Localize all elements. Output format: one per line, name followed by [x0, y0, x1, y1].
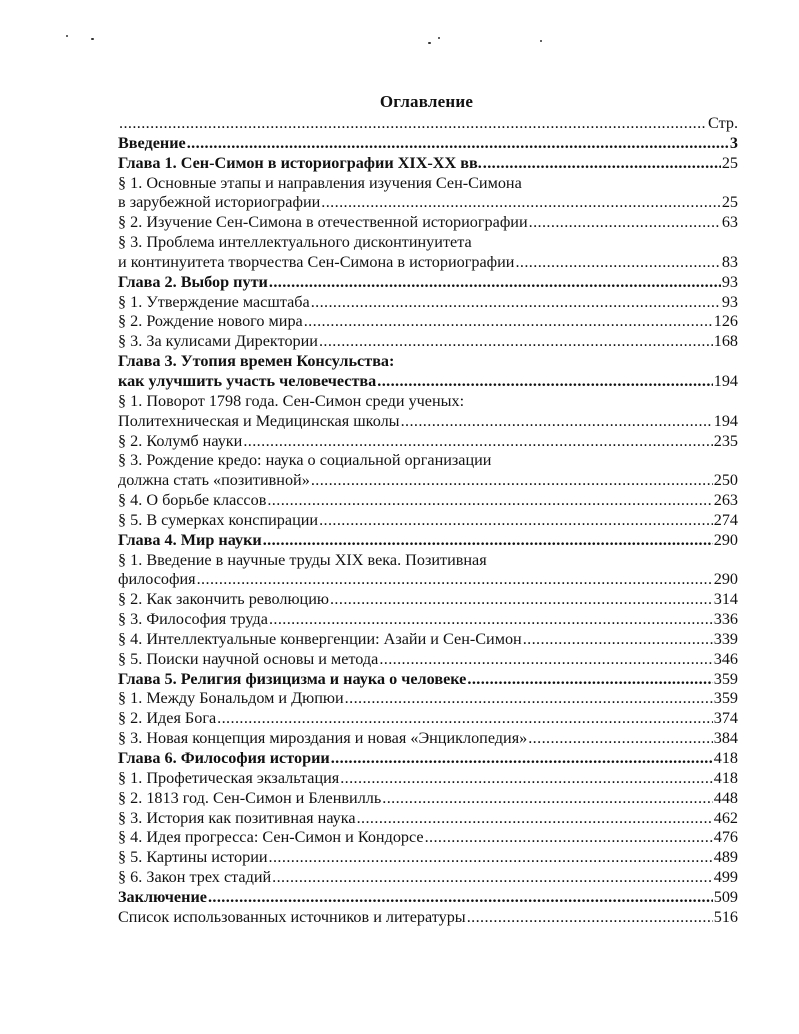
dot-leader: [345, 689, 713, 709]
toc-section-entry: [118, 650, 738, 670]
toc-section-entry: [118, 174, 738, 194]
entry-title: § 2. Как закончить революцию: [118, 590, 329, 609]
entry-title: Глава 1. Сен-Симон в историографии XIX-XX вв.: [118, 153, 482, 172]
toc-section-entry: [118, 868, 738, 888]
entry-title: § 1. Между Бональдом и Дюпюи: [118, 689, 344, 708]
entry-title: § 2. Колумб науки: [118, 431, 243, 450]
dot-leader: [529, 213, 721, 233]
entry-page-number: 168: [713, 332, 738, 351]
toc-section-entry: [118, 570, 738, 590]
toc-section-entry: [118, 451, 738, 471]
dot-leader: [304, 312, 713, 332]
entry-title: § 5. В сумерках конспирации: [118, 510, 319, 529]
entry-title: Глава 5. Религия физицизма и наука о человеке: [118, 669, 467, 688]
toc-section-entry: [118, 828, 738, 848]
entry-page-number: 25: [721, 193, 738, 212]
entry-title: Введение: [118, 133, 186, 152]
toc-chapter-entry: [118, 670, 738, 690]
entry-title: § 6. Закон трех стадий: [118, 868, 272, 887]
dot-leader: [340, 769, 713, 789]
entry-page-number: 194: [713, 371, 738, 390]
toc-chapter-entry: [118, 749, 738, 769]
toc-section-entry: [118, 471, 738, 491]
entry-page-number: 336: [713, 610, 738, 629]
entry-page-number: 374: [713, 709, 738, 728]
entry-title: философия: [118, 570, 196, 589]
entry-page-number: 489: [713, 848, 738, 867]
entry-title: § 3. История как позитивная наука: [118, 808, 356, 827]
entry-page-number: 63: [721, 213, 738, 232]
entry-title: Глава 2. Выбор пути: [118, 272, 268, 291]
dot-leader: [187, 134, 729, 154]
entry-title: Список использованных источников и литературы: [118, 907, 466, 926]
entry-title: § 2. Рождение нового мира: [118, 312, 303, 331]
toc-chapter-entry: [118, 888, 738, 908]
dot-leader: [382, 789, 712, 809]
toc-section-entry: [118, 213, 738, 233]
entry-title: § 4. О борьбе классов: [118, 491, 267, 510]
toc-chapter-entry: [118, 372, 738, 392]
entry-title: § 2. 1813 год. Сен-Симон и Бленвилль: [118, 788, 382, 807]
toc-section-entry: [118, 729, 738, 749]
toc-chapter-entry: [118, 352, 738, 372]
dot-leader: [243, 432, 712, 452]
scan-speck: [438, 37, 440, 39]
dot-leader: [272, 868, 713, 888]
dot-leader: [467, 670, 712, 690]
dot-leader: [267, 491, 712, 511]
dot-leader: [311, 293, 721, 313]
entry-page-number: 25: [721, 153, 738, 172]
toc-chapter-entry: [118, 154, 738, 174]
toc-section-entry: [118, 709, 738, 729]
toc-section-entry: [118, 332, 738, 352]
dot-leader: [425, 828, 713, 848]
toc-section-entry: [118, 769, 738, 789]
entry-title: § 1. Введение в научные труды XIX века. Позитивная: [118, 550, 487, 569]
dot-leader: [401, 412, 713, 432]
toc-section-entry: [118, 809, 738, 829]
toc-section-entry: [118, 293, 738, 313]
entry-title: и континуитета творчества Сен-Симона в историографии: [118, 252, 515, 271]
toc-section-entry: [118, 908, 738, 928]
entry-page-number: 250: [713, 471, 738, 490]
dot-leader: [467, 908, 713, 928]
entry-page-number: 499: [713, 868, 738, 887]
entry-page-number: 509: [713, 887, 738, 906]
entry-title: § 5. Картины истории: [118, 848, 268, 867]
entry-title: Глава 3. Утопия времен Консульства:: [118, 352, 395, 371]
entry-page-number: 418: [713, 749, 738, 767]
page-title: Оглавление: [379, 92, 474, 111]
scan-speck: [540, 40, 542, 42]
toc-section-entry: [118, 392, 738, 412]
toc-chapter-entry: [118, 273, 738, 293]
entry-title: как улучшить участь человечества: [118, 371, 377, 390]
toc-section-entry: [118, 551, 738, 571]
entry-title: § 1. Поворот 1798 года. Сен-Симон среди ученых:: [118, 391, 465, 410]
entry-title: § 4. Идея прогресса: Сен-Симон и Кондорсе: [118, 828, 424, 847]
entry-title: должна стать «позитивной»: [118, 471, 310, 490]
toc-section-entry: [118, 432, 738, 452]
toc-section-entry: [118, 511, 738, 531]
dot-leader: [319, 332, 713, 352]
dot-leader: [319, 511, 713, 531]
entry-page-number: 274: [713, 510, 738, 529]
toc-section-entry: [118, 412, 738, 432]
entry-page-number: 476: [713, 828, 738, 847]
dot-leader: [197, 570, 713, 590]
dot-leader: [321, 193, 721, 213]
entry-page-number: 194: [713, 411, 738, 430]
entry-title: § 3. Рождение кредо: наука о социальной организации: [118, 451, 492, 470]
entry-page-number: 346: [713, 649, 738, 668]
entry-title: § 3. За кулисами Директории: [118, 332, 318, 351]
entry-page-number: 516: [713, 907, 738, 926]
entry-page-number: 418: [713, 768, 738, 787]
toc-section-entry: [118, 610, 738, 630]
entry-page-number: 290: [713, 530, 738, 549]
toc-chapter-entry: [118, 134, 738, 154]
entry-title: § 4. Интеллектуальные конвергенции: Азайи и Сен-Симон: [118, 629, 522, 648]
toc-header-row: [118, 114, 738, 134]
dot-leader: [269, 848, 713, 868]
dot-leader: [331, 749, 713, 769]
dot-leader: [208, 888, 713, 908]
toc-section-entry: [118, 491, 738, 511]
entry-page-number: 462: [713, 808, 738, 827]
entry-title: Заключение: [118, 887, 207, 906]
entry-title: § 2. Идея Бога: [118, 709, 217, 728]
dot-leader: [357, 809, 713, 829]
entry-page-number: 83: [721, 252, 738, 271]
entry-page-number: 126: [713, 312, 738, 331]
entry-title: § 5. Поиски научной основы и метода: [118, 649, 379, 668]
entry-title: Глава 4. Мир науки: [118, 530, 262, 549]
scan-speck: [66, 35, 68, 37]
toc-section-entry: [118, 233, 738, 253]
entry-title: § 1. Утверждение масштаба: [118, 292, 310, 311]
entry-title: § 2. Изучение Сен-Симона в отечественной историографии: [118, 213, 528, 232]
dot-leader: [523, 630, 713, 650]
entry-title: Политехническая и Медицинская школы: [118, 411, 400, 430]
entry-page-number: 235: [713, 431, 738, 450]
toc-section-entry: [118, 193, 738, 213]
entry-title: § 1. Профетическая экзальтация: [118, 768, 340, 787]
toc-section-entry: [118, 848, 738, 868]
dot-leader: [330, 590, 713, 610]
dot-leader: [269, 610, 713, 630]
toc-chapter-entry: [118, 531, 738, 551]
entry-title: в зарубежной историографии: [118, 193, 321, 212]
entry-page-number: 359: [713, 669, 738, 688]
toc-section-entry: [118, 630, 738, 650]
entry-title: § 1. Основные этапы и направления изучения Сен-Симона: [118, 173, 522, 192]
scan-speck: [91, 38, 94, 40]
scan-speck: [428, 42, 431, 44]
dot-leader: [528, 729, 712, 749]
entry-title: Глава 6. Философия истории: [118, 749, 330, 767]
dot-leader: [377, 372, 712, 392]
entry-page-number: 290: [713, 570, 738, 589]
dot-leader: [311, 471, 713, 491]
table-of-contents: [118, 114, 738, 928]
entry-page-number: 359: [713, 689, 738, 708]
entry-title: § 3. Новая концепция мироздания и новая «Энциклопедия»: [118, 729, 528, 748]
entry-title: § 3. Проблема интеллектуального дисконтинуитета: [118, 233, 472, 252]
entry-page-number: 384: [713, 729, 738, 748]
dot-leader: [263, 531, 713, 551]
entry-page-number: 339: [713, 629, 738, 648]
dot-leader: [269, 273, 721, 293]
entry-page-number: 314: [713, 590, 738, 609]
page-column-label: Стр.: [708, 114, 738, 132]
toc-section-entry: [118, 689, 738, 709]
entry-title: § 3. Философия труда: [118, 610, 268, 629]
dot-leader: [515, 253, 720, 273]
toc-section-entry: [118, 789, 738, 809]
toc-section-entry: [118, 253, 738, 273]
entry-page-number: 3: [729, 133, 738, 152]
dot-leader: [379, 650, 712, 670]
toc-section-entry: [118, 312, 738, 332]
entry-page-number: 93: [721, 272, 738, 291]
dot-leader: [217, 709, 713, 729]
toc-section-entry: [118, 590, 738, 610]
dot-leader: [483, 154, 721, 174]
entry-page-number: 93: [721, 292, 738, 311]
entry-page-number: 263: [713, 491, 738, 510]
entry-page-number: 448: [713, 788, 738, 807]
dot-leader: [119, 114, 707, 134]
